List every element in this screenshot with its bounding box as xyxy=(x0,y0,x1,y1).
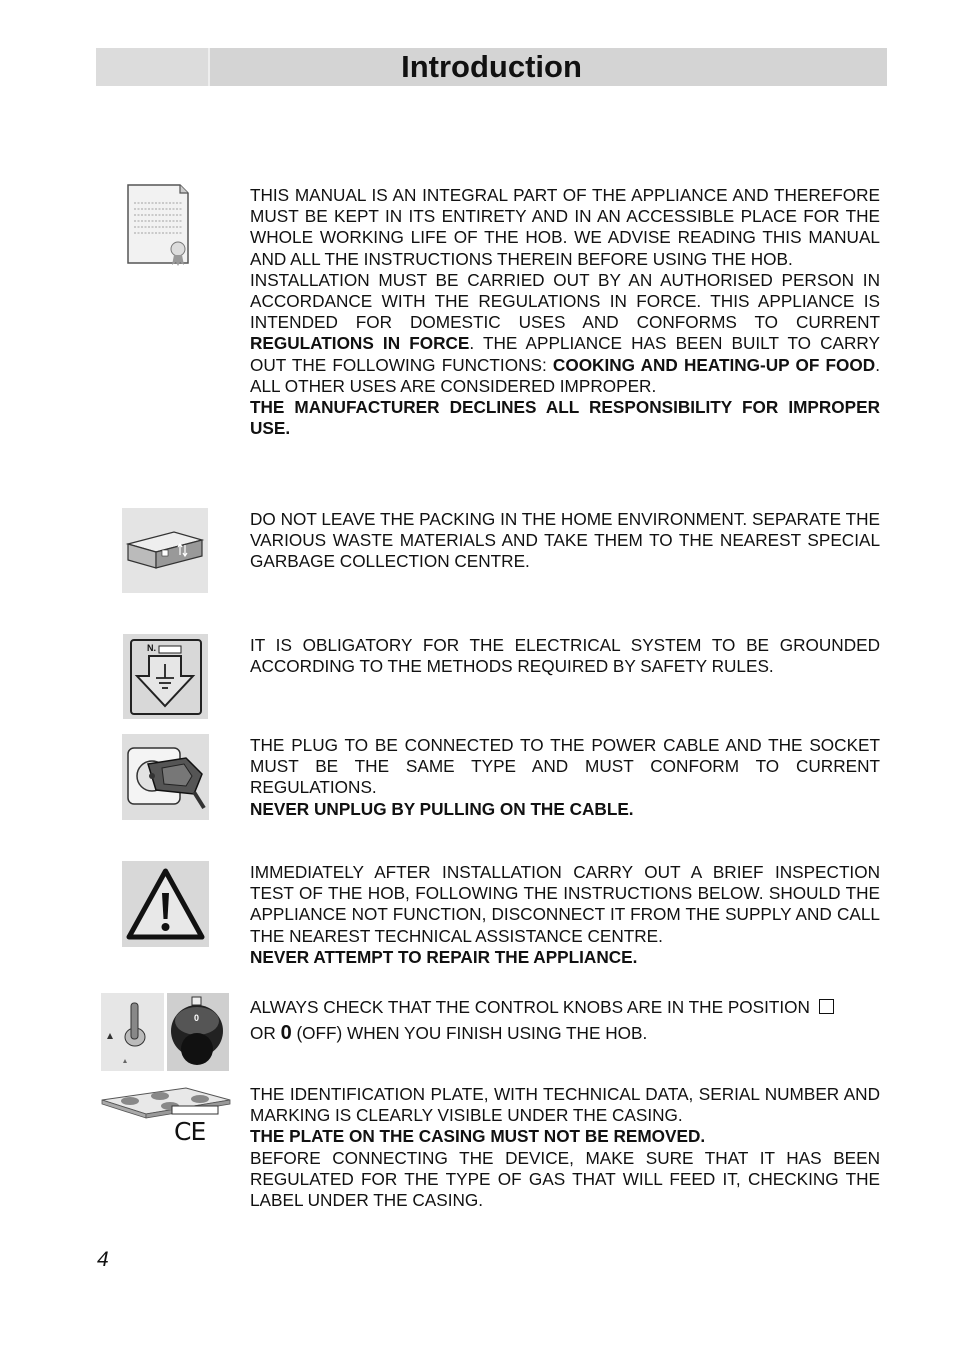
responsibility-warning: THE MANUFACTURER DECLINES ALL RESPONSIBILITY FOR IMPROPER USE. xyxy=(250,397,880,439)
inspection-paragraph: IMMEDIATELY AFTER INSTALLATION CARRY OUT A BRIEF INSPECTION TEST OF THE HOB, FOLLOWING THE INSTRUCTIONS BELOW. SHOULD THE APPLIANCE NOT FUNCTION, DISCONNECT IT FROM THE SUPPLY AND CALL THE NEAREST TECHNICAL ASSISTANCE CENTRE. xyxy=(250,862,880,946)
plate-paragraph: THE IDENTIFICATION PLATE, WITH TECHNICAL DATA, SERIAL NUMBER AND MARKING IS CLEARLY VISIBLE UNDER THE CASING. xyxy=(250,1084,880,1126)
identification-plate-icon xyxy=(100,1084,232,1146)
section-manual-text xyxy=(250,185,880,439)
plug-warning: NEVER UNPLUG BY PULLING ON THE CABLE. xyxy=(250,798,634,819)
control-knobs-icon xyxy=(101,993,229,1071)
packing-paragraph: DO NOT LEAVE THE PACKING IN THE HOME ENVIRONMENT. SEPARATE THE VARIOUS WASTE MATERIALS AND TAKE THEM TO THE NEAREST SPECIAL GARBAGE COLLECTION CENTRE. xyxy=(250,509,880,572)
ce-mark: CE xyxy=(174,1117,206,1146)
packing-box-icon xyxy=(122,508,208,593)
page-number: 4 xyxy=(97,1248,109,1271)
plug-paragraph: THE PLUG TO BE CONNECTED TO THE POWER CABLE AND THE SOCKET MUST BE THE SAME TYPE AND MUST CONFORM TO CURRENT REGULATIONS. xyxy=(250,735,880,798)
plug-socket-icon xyxy=(122,734,209,820)
manual-certificate-icon xyxy=(124,183,192,269)
page-title: Introduction xyxy=(401,49,582,84)
ground-earth-icon xyxy=(123,634,208,719)
section-packing-text xyxy=(250,509,880,573)
repair-warning: NEVER ATTEMPT TO REPAIR THE APPLIANCE. xyxy=(250,946,638,967)
gas-paragraph: BEFORE CONNECTING THE DEVICE, MAKE SURE THAT IT HAS BEEN REGULATED FOR THE TYPE OF GAS THAT WILL FEED IT, CHECKING THE LABEL UNDER THE CASING. xyxy=(250,1147,880,1211)
plate-warning: THE PLATE ON THE CASING MUST NOT BE REMOVED. xyxy=(250,1126,706,1147)
section-plate-text xyxy=(250,1084,880,1211)
section-knobs-text xyxy=(250,994,880,1046)
ground-paragraph: IT IS OBLIGATORY FOR THE ELECTRICAL SYSTEM TO BE GROUNDED ACCORDING TO THE METHODS REQUIRED BY SAFETY RULES. xyxy=(250,635,880,677)
section-plug-text xyxy=(250,735,880,820)
installation-paragraph: INSTALLATION MUST BE CARRIED OUT BY AN AUTHORISED PERSON IN ACCORDANCE WITH THE REGULATIONS IN FORCE. THIS APPLIANCE IS INTENDED FOR DOMESTIC USES AND CONFORMS TO CURRENT REGULATIONS IN FORCE. THE APPLIANCE HAS BEEN BUILT TO CARRY OUT THE FOLLOWING FUNCTIONS: COOKING AND HEATING-UP OF FOOD. ALL OTHER USES ARE CONSIDERED IMPROPER. xyxy=(250,269,880,396)
knobs-paragraph: ALWAYS CHECK THAT THE CONTROL KNOBS ARE IN THE POSITION OR 0 (OFF) WHEN YOU FINISH USING THE HOB. xyxy=(250,994,880,1046)
section-inspection-text xyxy=(250,862,880,968)
knob-zero-label: 0 xyxy=(194,1013,200,1023)
warning-triangle-icon xyxy=(122,861,209,947)
section-ground-text xyxy=(250,635,880,677)
ground-icon-label: N. xyxy=(147,643,156,653)
page-header xyxy=(96,48,887,86)
manual-paragraph: THIS MANUAL IS AN INTEGRAL PART OF THE APPLIANCE AND THEREFORE MUST BE KEPT IN ITS ENTIRETY AND IN AN ACCESSIBLE PLACE FOR THE WHOLE WORKING LIFE OF THE HOB. WE ADVISE READING THIS MANUAL AND ALL THE INSTRUCTIONS THEREIN BEFORE USING THE HOB. xyxy=(250,185,880,269)
off-position-box-icon xyxy=(819,999,834,1014)
